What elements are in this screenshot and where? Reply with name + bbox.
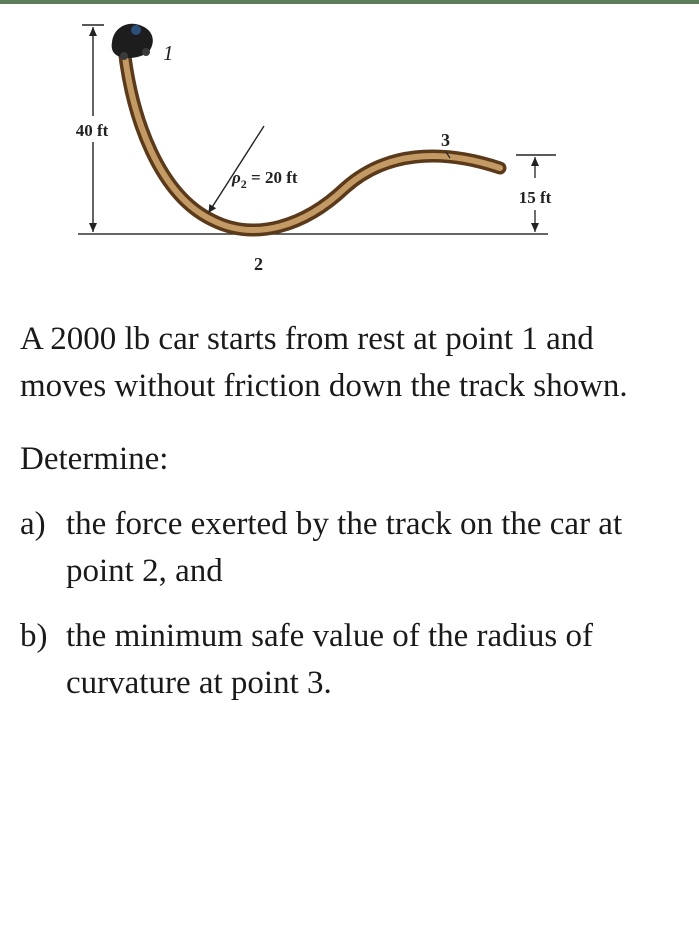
radius-value: = 20 ft bbox=[246, 168, 298, 187]
question-a bbox=[20, 501, 680, 595]
question-b bbox=[20, 613, 680, 707]
height-dimension-left-arrow-bottom bbox=[89, 223, 97, 232]
height-dimension-left-arrow-top bbox=[89, 27, 97, 36]
point-3-label: 3 bbox=[441, 130, 450, 150]
point-2-label: 2 bbox=[254, 254, 263, 274]
question-a-text: the force exerted by the track on the car at point 2, and bbox=[66, 506, 623, 589]
radius-label bbox=[231, 168, 298, 191]
height-dimension-right-arrow-top bbox=[531, 157, 539, 166]
question-b-text: the minimum safe value of the radius of curvature at point 3. bbox=[66, 618, 593, 701]
question-b-label: b) bbox=[20, 618, 48, 654]
height-dimension-right-arrow-bottom bbox=[531, 223, 539, 232]
car-icon bbox=[112, 24, 153, 60]
radius-symbol: ρ bbox=[232, 168, 241, 187]
problem-intro: A 2000 lb car starts from rest at point 1 and moves without friction down the track shown. bbox=[20, 321, 628, 404]
point-1-label: 1 bbox=[163, 41, 174, 65]
track-diagram bbox=[0, 0, 699, 300]
question-a-label: a) bbox=[20, 506, 46, 542]
radius-subscript: 2 bbox=[240, 177, 247, 191]
height-label-left: 40 ft bbox=[75, 121, 109, 140]
height-label-right: 15 ft bbox=[518, 188, 552, 207]
determine-heading: Determine: bbox=[20, 441, 169, 477]
problem-statement bbox=[20, 316, 680, 725]
